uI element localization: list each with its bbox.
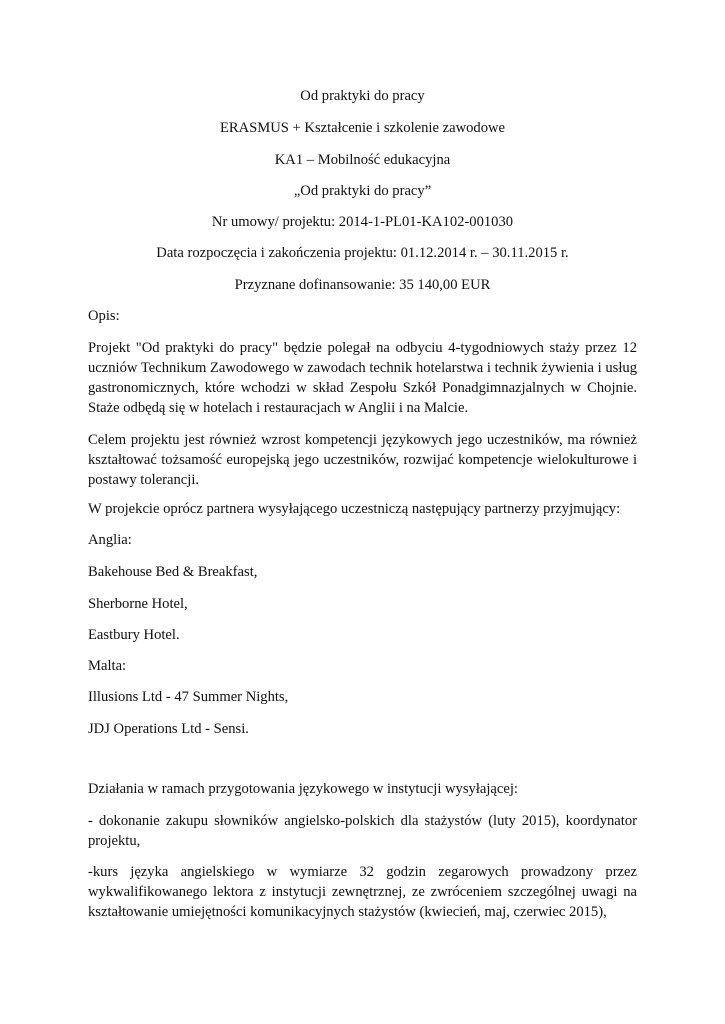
partner-item: Bakehouse Bed & Breakfast, <box>88 564 258 580</box>
paragraph-line: wykwalifikowanego lektora z instytucji zewnętrznej, ze zwróceniem szczególnej uwagi na <box>88 884 637 900</box>
project-name: „Od praktyki do pracy” <box>293 183 432 199</box>
paragraph-goals <box>88 430 637 490</box>
malta-label: Malta: <box>88 658 127 674</box>
paragraph-line: kształtować tożsamość europejską jego uczestników, rozwijać kompetencje wielokulturowe i <box>88 452 637 468</box>
partner-item: Illusions Ltd - 47 Summer Nights, <box>88 689 289 705</box>
paragraph-partners-intro: W projekcie oprócz partnera wysyłającego uczestniczą następujący partnerzy przyjmujący: <box>88 501 621 517</box>
paragraph-line: projektu, <box>88 833 141 849</box>
partner-item: Sherborne Hotel, <box>88 596 188 612</box>
paragraph-line: -kurs języka angielskiego w wymiarze 32 godzin zegarowych prowadzony przez <box>88 864 637 880</box>
paragraph-line: Staże odbędą się w hotelach i restauracjach w Anglii i na Malcie. <box>88 400 469 416</box>
document-title: Od praktyki do pracy <box>300 88 425 104</box>
program-line: ERASMUS + Kształcenie i szkolenie zawodowe <box>219 120 506 136</box>
activity-item <box>88 862 637 922</box>
paragraph-line: - dokonanie zakupu słowników angielsko-polskich dla stażystów (luty 2015), koordynator <box>88 813 637 829</box>
partner-item: JDJ Operations Ltd - Sensi. <box>88 721 249 737</box>
activity-item <box>88 811 637 851</box>
paragraph-line: Projekt "Od praktyki do pracy" będzie polegał na odbyciu 4-tygodniowych staży przez 12 <box>88 340 637 356</box>
activities-heading: Działania w ramach przygotowania językowego w instytucji wysyłającej: <box>88 781 518 797</box>
anglia-label: Anglia: <box>88 532 132 548</box>
paragraph-line: Celem projektu jest również wzrost kompetencji językowych jego uczestników, ma również <box>88 432 637 448</box>
opis-label: Opis: <box>88 308 120 324</box>
contract-number: Nr umowy/ projektu: 2014-1-PL01-KA102-001030 <box>211 214 514 230</box>
action-line: KA1 – Mobilność edukacyjna <box>274 152 451 168</box>
paragraph-line: postawy tolerancji. <box>88 472 200 488</box>
paragraph-description <box>88 338 637 418</box>
paragraph-line: gastronomicznych, które wchodzi w skład Zespołu Szkół Ponadgimnazjalnych w Chojnie. <box>88 380 637 396</box>
project-dates: Data rozpoczęcia i zakończenia projektu: 01.12.2014 r. – 30.11.2015 r. <box>156 245 569 261</box>
partner-item: Eastbury Hotel. <box>88 627 180 643</box>
paragraph-line: uczniów Technikum Zawodowego w zawodach technik hotelarstwa i technik żywienia i usług <box>88 360 637 376</box>
funding-amount: Przyznane dofinansowanie: 35 140,00 EUR <box>234 277 491 293</box>
paragraph-line: kształtowanie umiejętności komunikacyjnych stażystów (kwiecień, maj, czerwiec 2015), <box>88 904 607 920</box>
